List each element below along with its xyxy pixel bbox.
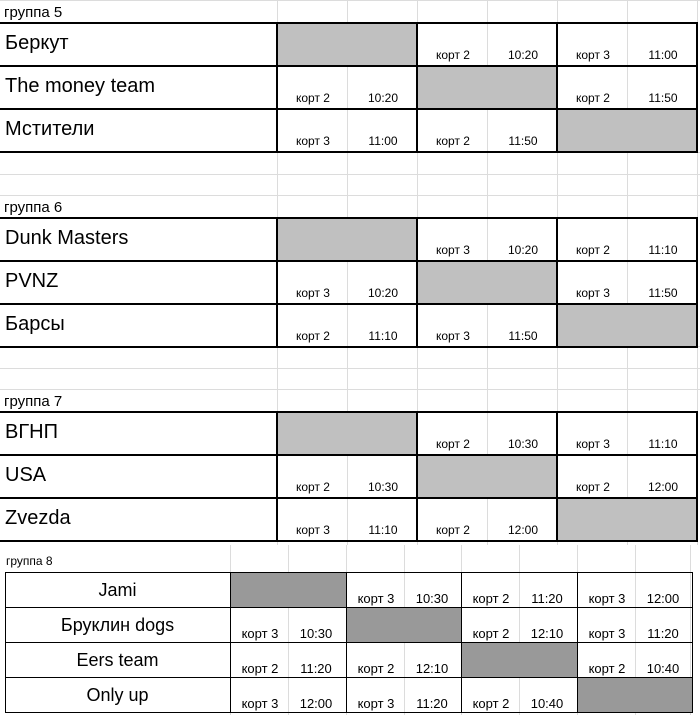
- group-title: группа 6: [4, 199, 63, 216]
- match-time: 11:50: [508, 329, 538, 343]
- court-label: корт 3: [296, 134, 330, 148]
- table-border: [230, 572, 231, 713]
- team-name: Dunk Masters: [5, 227, 129, 249]
- table-border: [556, 217, 558, 348]
- match-time: 11:00: [648, 48, 678, 62]
- match-time: 10:30: [367, 480, 399, 494]
- table-border: [0, 346, 698, 348]
- match-time: 10:40: [530, 696, 564, 711]
- match-time: 12:00: [646, 591, 680, 606]
- empty-cell: [558, 305, 697, 346]
- empty-cell: [558, 499, 697, 540]
- match-time: 11:20: [647, 626, 679, 641]
- table-border: [5, 642, 692, 643]
- grid-line: [0, 0, 700, 1]
- table-border: [416, 411, 418, 542]
- court-label: корт 3: [241, 626, 279, 641]
- table-border: [0, 260, 698, 262]
- match-time: 10:20: [507, 48, 539, 62]
- match-time: 12:00: [299, 696, 333, 711]
- team-name: Zvezda: [5, 507, 71, 529]
- grid-line: [627, 0, 628, 545]
- table-border: [461, 572, 462, 713]
- match-time: 11:10: [648, 437, 678, 451]
- match-time: 11:00: [368, 134, 398, 148]
- court-label: корт 2: [472, 591, 510, 606]
- empty-cell: [558, 110, 697, 151]
- court-label: корт 2: [436, 134, 470, 148]
- table-border: [276, 411, 278, 542]
- group-title: группа 7: [4, 393, 63, 410]
- match-time: 12:10: [530, 626, 564, 641]
- court-label: корт 3: [576, 286, 610, 300]
- match-time: 11:10: [648, 243, 678, 257]
- match-time: 12:10: [415, 661, 449, 676]
- table-border: [0, 65, 698, 67]
- court-label: корт 2: [241, 661, 279, 676]
- match-time: 10:30: [415, 591, 449, 606]
- table-border: [692, 572, 693, 713]
- empty-cell: [578, 678, 692, 712]
- team-name: Jami: [98, 580, 137, 600]
- match-time: 10:30: [299, 626, 333, 641]
- table-border: [416, 217, 418, 348]
- court-label: корт 3: [436, 243, 470, 257]
- grid-line: [0, 195, 700, 196]
- court-label: корт 2: [472, 626, 510, 641]
- match-time: 12:00: [647, 480, 679, 494]
- team-name: Мстители: [5, 118, 95, 140]
- team-name: PVNZ: [5, 270, 59, 292]
- team-name: Беркут: [5, 32, 69, 54]
- court-label: корт 2: [576, 91, 610, 105]
- match-time: 10:20: [507, 243, 539, 257]
- grid-line: [0, 368, 700, 369]
- court-label: корт 2: [436, 523, 470, 537]
- match-time: 11:50: [508, 134, 538, 148]
- court-label: корт 3: [296, 523, 330, 537]
- table-border: [556, 411, 558, 542]
- court-label: корт 3: [576, 437, 610, 451]
- court-label: корт 2: [436, 437, 470, 451]
- table-border: [5, 712, 692, 713]
- table-border: [5, 572, 6, 713]
- table-border: [416, 22, 418, 153]
- match-time: 11:50: [648, 91, 678, 105]
- table-border: [276, 217, 278, 348]
- match-time: 12:00: [507, 523, 539, 537]
- court-label: корт 3: [296, 286, 330, 300]
- match-time: 11:10: [368, 523, 398, 537]
- court-label: корт 2: [296, 91, 330, 105]
- grid-line: [0, 174, 700, 175]
- team-name: Eers team: [76, 650, 159, 670]
- empty-cell: [418, 456, 557, 497]
- court-label: корт 3: [436, 329, 470, 343]
- court-label: корт 3: [357, 591, 395, 606]
- table-border: [0, 540, 698, 542]
- team-name: ВГНП: [5, 421, 58, 443]
- group-title: группа 5: [4, 4, 63, 21]
- court-label: корт 2: [357, 661, 395, 676]
- table-border: [696, 411, 698, 542]
- match-time: 11:10: [368, 329, 398, 343]
- group-8-table: [0, 545, 700, 715]
- empty-cell: [278, 24, 417, 65]
- empty-cell: [418, 262, 557, 303]
- grid-line: [347, 0, 348, 545]
- table-border: [346, 572, 347, 713]
- table-border: [556, 22, 558, 153]
- court-label: корт 2: [576, 480, 610, 494]
- court-label: корт 3: [588, 591, 626, 606]
- table-border: [276, 22, 278, 153]
- court-label: корт 2: [472, 696, 510, 711]
- empty-cell: [347, 608, 461, 642]
- court-label: корт 2: [296, 480, 330, 494]
- table-border: [5, 572, 692, 573]
- empty-cell: [278, 219, 417, 260]
- team-name: Барсы: [5, 313, 65, 335]
- match-time: 10:30: [507, 437, 539, 451]
- empty-cell: [231, 573, 346, 607]
- grid-line: [0, 389, 700, 390]
- table-border: [696, 217, 698, 348]
- court-label: корт 3: [241, 696, 279, 711]
- match-time: 11:50: [648, 286, 678, 300]
- court-label: корт 2: [296, 329, 330, 343]
- court-label: корт 3: [357, 696, 395, 711]
- team-name: USA: [5, 464, 47, 486]
- match-time: 10:20: [367, 286, 399, 300]
- team-name: Only up: [86, 685, 149, 705]
- court-label: корт 2: [588, 661, 626, 676]
- court-label: корт 3: [588, 626, 626, 641]
- team-name: Бруклин dogs: [60, 615, 175, 635]
- court-label: корт 2: [436, 48, 470, 62]
- match-time: 11:20: [416, 696, 448, 711]
- court-label: корт 2: [576, 243, 610, 257]
- table-border: [0, 151, 698, 153]
- court-label: корт 3: [576, 48, 610, 62]
- table-border: [696, 22, 698, 153]
- match-time: 11:20: [531, 591, 563, 606]
- table-border: [577, 572, 578, 713]
- match-time: 11:20: [300, 661, 332, 676]
- match-time: 10:20: [367, 91, 399, 105]
- empty-cell: [278, 413, 417, 454]
- empty-cell: [418, 67, 557, 108]
- match-time: 10:40: [646, 661, 680, 676]
- team-name: The money team: [5, 75, 156, 97]
- empty-cell: [462, 643, 577, 677]
- table-border: [0, 454, 698, 456]
- group-title: группа 8: [6, 554, 53, 568]
